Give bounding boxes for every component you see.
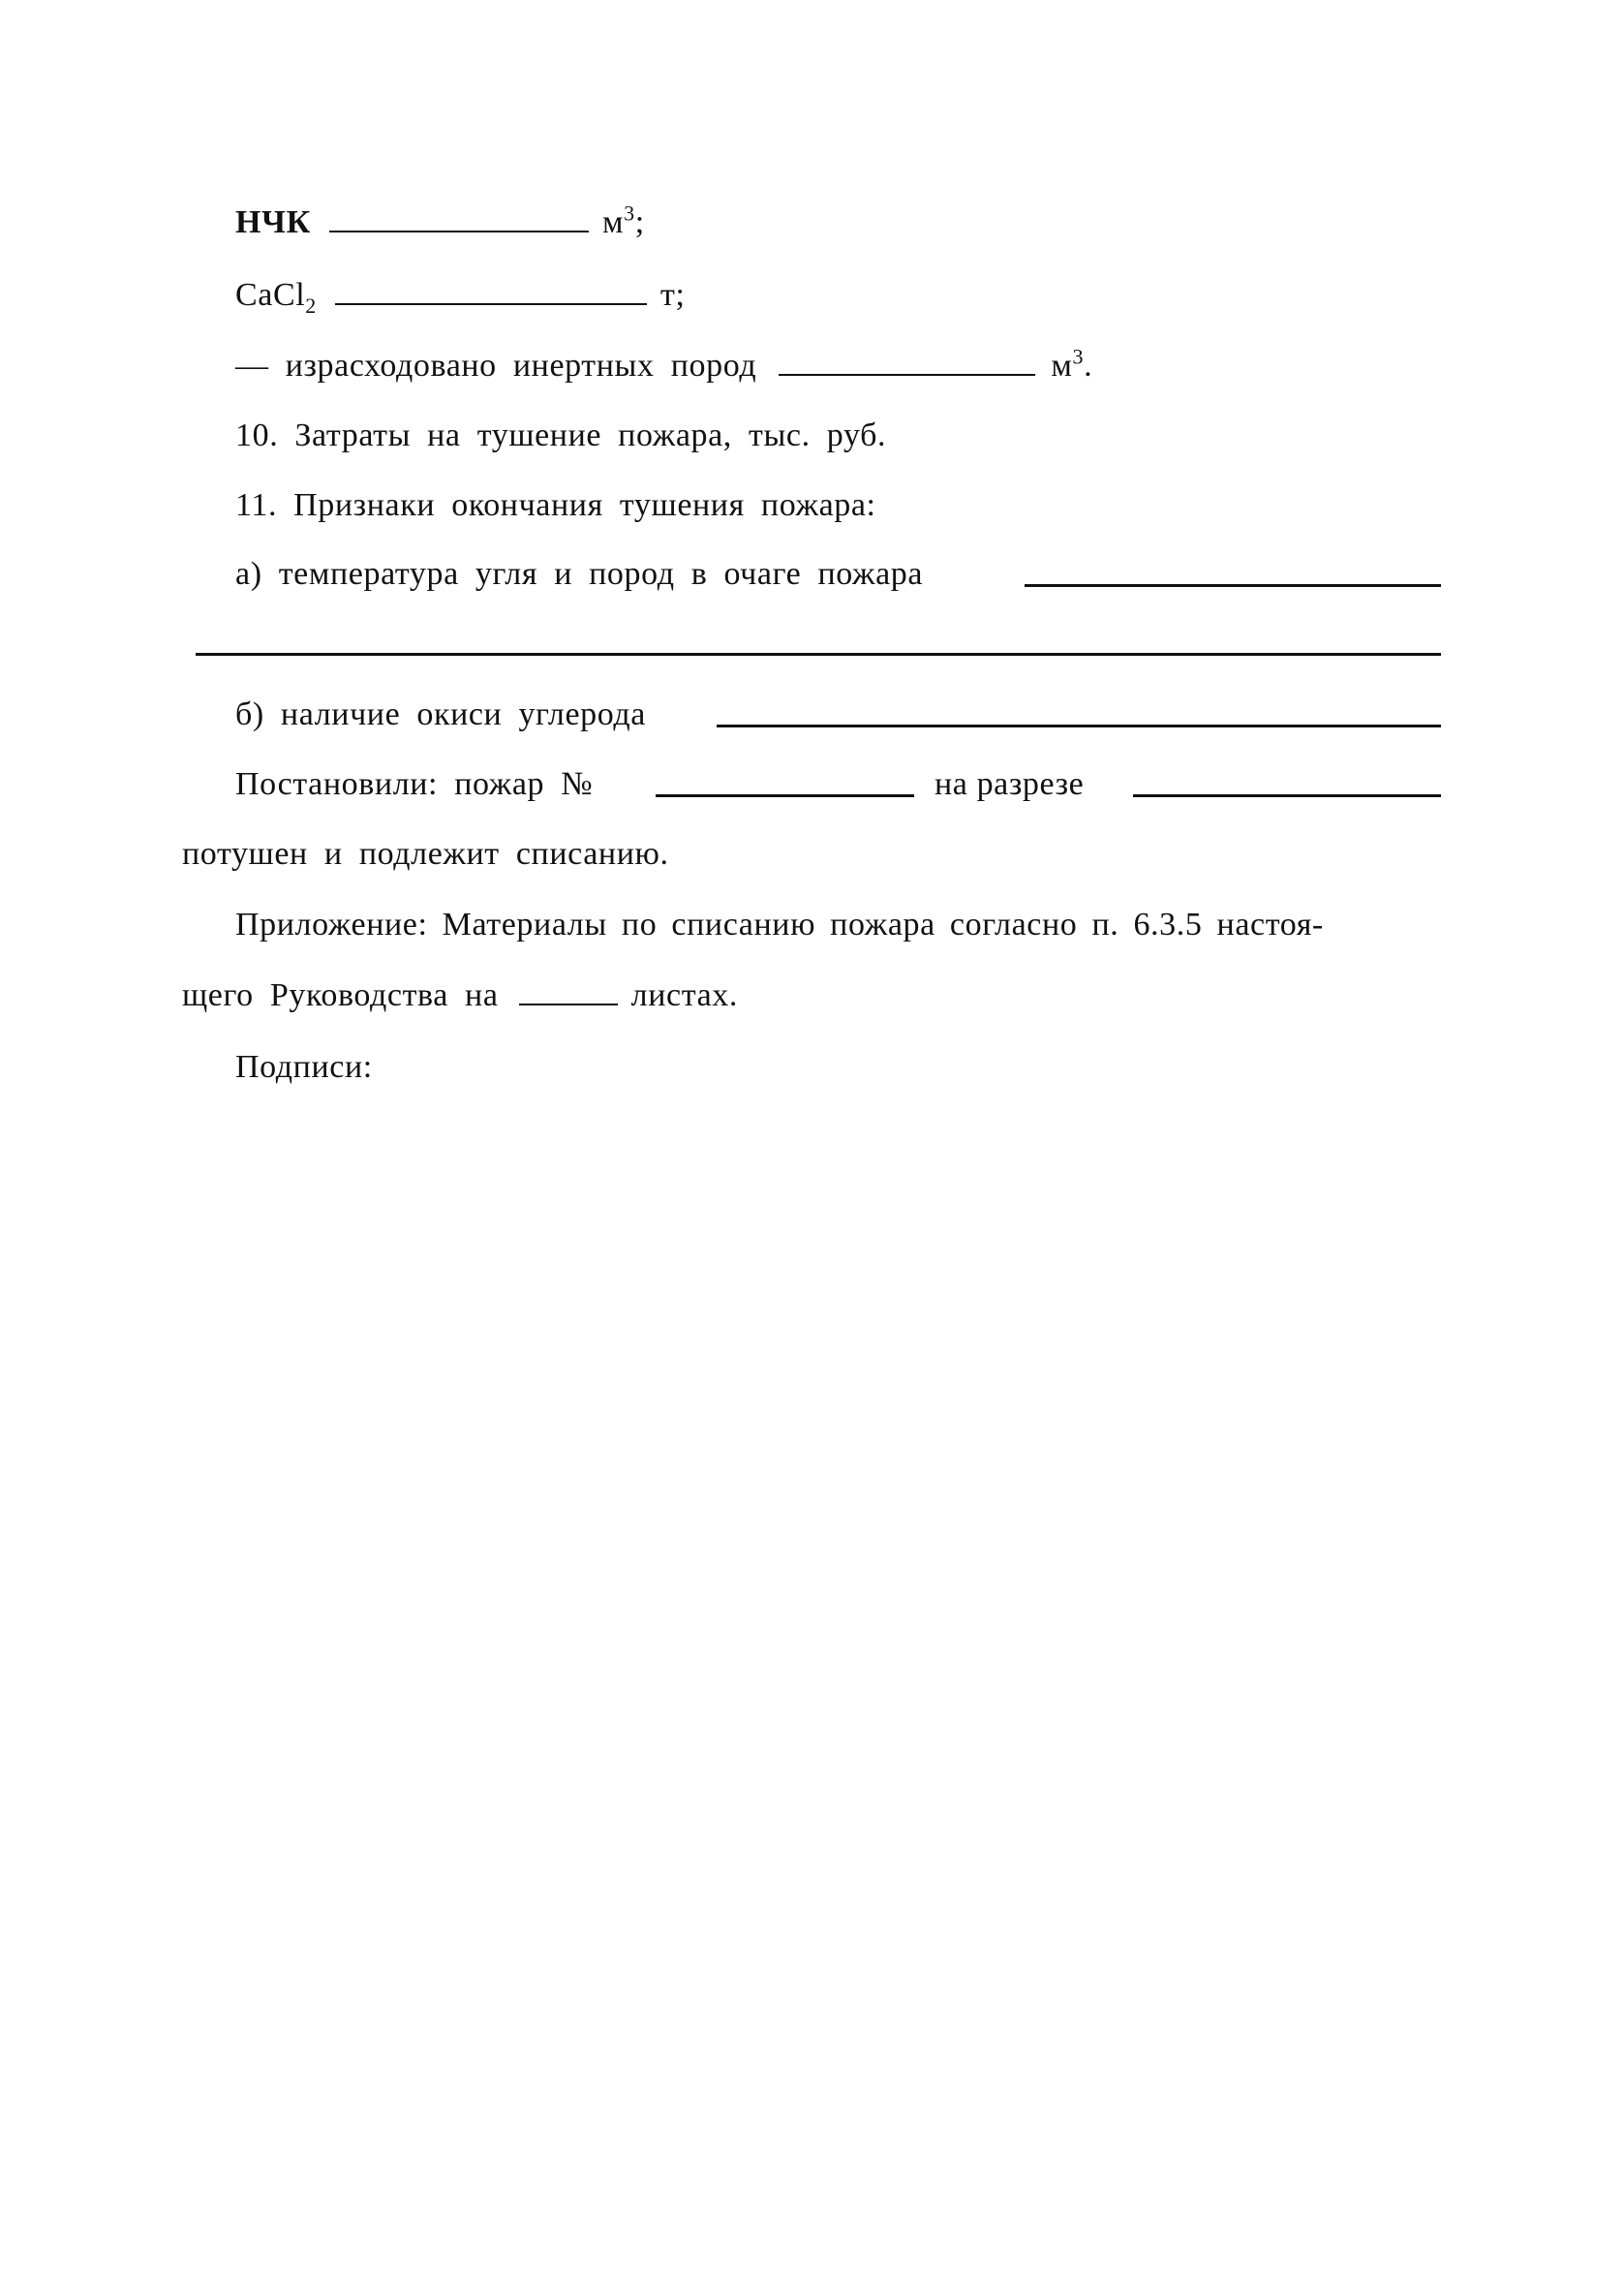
cut-name-field[interactable]: [1133, 794, 1441, 797]
line-nchk: [235, 203, 645, 242]
nchk-unit-tail: ;: [634, 204, 645, 240]
line-cacl2: [235, 276, 686, 318]
inert-rocks-unit-tail: .: [1084, 348, 1093, 384]
resolution-label: Постановили: пожар №: [235, 766, 594, 802]
signs-heading-text: 11. Признаки окончания тушения пожара:: [235, 487, 876, 523]
line-signatures: [235, 1048, 373, 1087]
inert-rocks-unit-sup: 3: [1072, 344, 1085, 369]
nchk-label: НЧК: [235, 204, 311, 240]
line-extinguished: [182, 835, 669, 874]
signatures-label: Подписи:: [235, 1049, 373, 1085]
cut-label: на разрезе: [935, 766, 1085, 802]
nchk-blank-field[interactable]: [329, 207, 589, 232]
line-resolution-cut: [935, 765, 1084, 804]
line-appendix-cont: [182, 976, 738, 1015]
cacl2-blank-field[interactable]: [335, 280, 647, 305]
inert-rocks-label: — израсходовано инертных пород: [235, 348, 757, 384]
fire-number-field[interactable]: [656, 794, 914, 797]
appendix-cont-label: щего Руководства на: [182, 977, 499, 1013]
inert-rocks-unit: м: [1051, 348, 1073, 384]
sheets-label: листах.: [630, 977, 738, 1013]
cacl2-label-sub: 2: [305, 293, 317, 318]
nchk-unit: м: [601, 204, 625, 240]
temperature-label: а) температура угля и пород в очаге пожара: [235, 556, 924, 592]
line-resolution: [235, 765, 593, 804]
extinguished-text: потушен и подлежит списанию.: [182, 836, 669, 872]
line-appendix: [235, 906, 1324, 944]
temperature-blank-field[interactable]: [1025, 584, 1441, 587]
line-costs: [235, 417, 886, 455]
sheets-count-field[interactable]: [519, 980, 618, 1005]
costs-text: 10. Затраты на тушение пожара, тыс. руб.: [235, 417, 887, 453]
line-inert-rocks: [235, 344, 1093, 386]
cacl2-unit: т;: [660, 277, 686, 313]
appendix-text: Приложение: Материалы по списанию пожара согласно п. 6.3.5 настоя-: [235, 907, 1324, 943]
carbon-monoxide-blank-field[interactable]: [717, 725, 1441, 727]
inert-rocks-blank-field[interactable]: [779, 351, 1035, 376]
line-temperature: [235, 555, 923, 594]
carbon-monoxide-label: б) наличие окиси углерода: [235, 696, 646, 732]
line-carbon-monoxide: [235, 695, 646, 734]
nchk-unit-sup: 3: [624, 201, 635, 226]
cacl2-label: CaCl: [235, 277, 306, 313]
line-signs-heading: [235, 486, 876, 525]
temperature-continuation-field[interactable]: [196, 653, 1441, 656]
